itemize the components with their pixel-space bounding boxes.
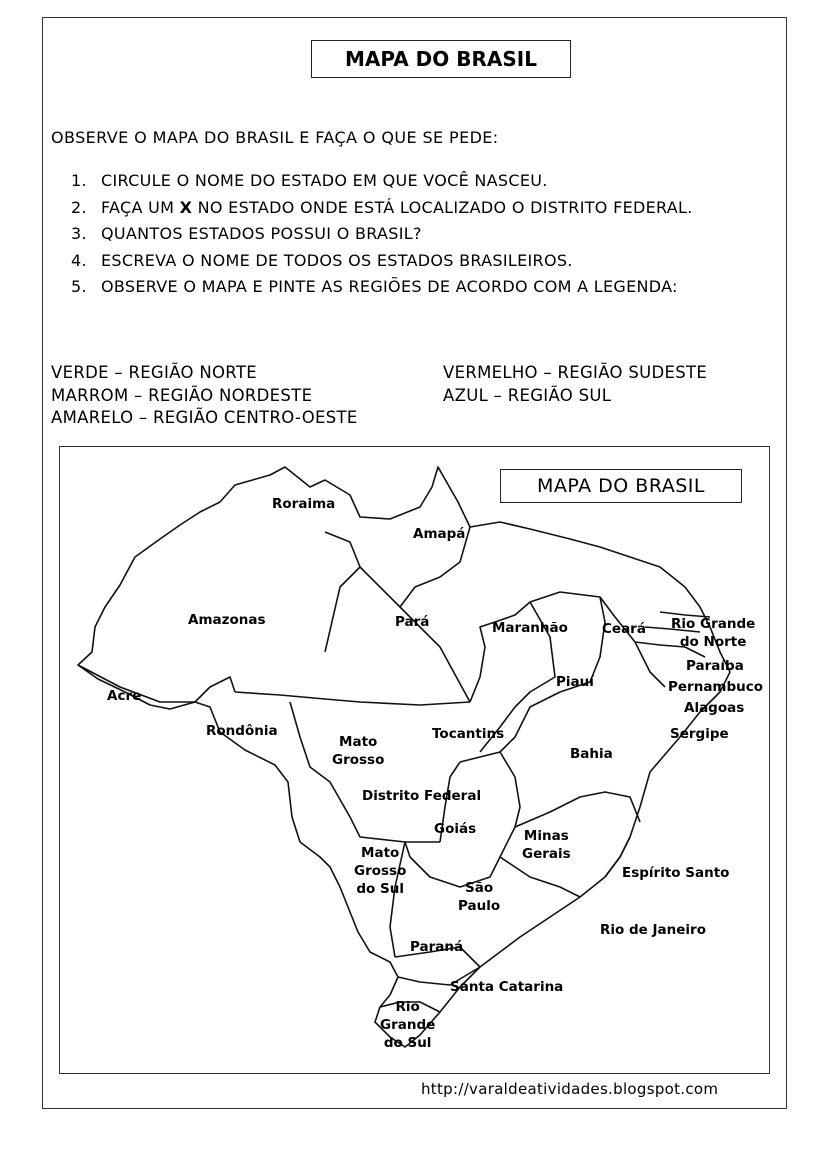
border-line: [325, 532, 360, 652]
state-label-parana: Paraná: [410, 939, 464, 955]
task-text: FAÇA UM: [101, 197, 180, 217]
x-mark: X: [179, 197, 193, 217]
state-label-santa-catarina: Santa Catarina: [450, 979, 564, 995]
task-number: 4.: [71, 250, 87, 270]
task-number: 1.: [71, 171, 87, 190]
state-label-amazonas: Amazonas: [188, 612, 266, 628]
source-url: http://varaldeatividades.blogspot.com: [421, 1080, 719, 1098]
task-item: [71, 169, 777, 193]
legend-center-west: AMARELO – REGIÃO CENTRO-OESTE: [51, 408, 358, 427]
country-outline: [78, 467, 730, 1047]
state-label-minas-gerais: Minas Gerais: [522, 828, 571, 862]
state-label-roraima: Roraima: [272, 496, 336, 512]
border-line: [78, 665, 235, 702]
state-label-alagoas: Alagoas: [684, 700, 745, 716]
state-label-amapa: Amapá: [413, 526, 466, 542]
legend-southeast: VERMELHO – REGIÃO SUDESTE: [443, 363, 708, 382]
task-text: ESCREVA O NOME DE TODOS OS ESTADOS BRASILEIROS.: [101, 250, 573, 270]
task-text: QUANTOS ESTADOS POSSUI O BRASIL?: [101, 224, 422, 243]
state-label-para: Pará: [395, 614, 430, 630]
border-line: [235, 692, 470, 705]
task-item: [71, 222, 777, 246]
state-label-sao-paulo: São Paulo: [458, 880, 501, 914]
state-label-mato-grosso-do-sul: Mato Grosso do Sul: [354, 845, 407, 897]
state-label-rio-grande-do-sul: Rio Grande do Sul: [380, 999, 436, 1051]
legend-northeast: MARROM – REGIÃO NORDESTE: [51, 386, 313, 405]
border-line: [515, 792, 640, 827]
state-label-mato-grosso: Mato Grosso: [332, 734, 385, 768]
border-line: [470, 602, 530, 702]
state-label-pernambuco: Pernambuco: [668, 679, 764, 695]
state-label-ceara: Ceará: [602, 621, 646, 637]
state-label-bahia: Bahia: [570, 746, 613, 762]
task-text: OBSERVE O MAPA E PINTE AS REGIÕES DE ACORDO COM A LEGENDA:: [101, 277, 678, 296]
task-text: NO ESTADO ONDE ESTÁ LOCALIZADO O DISTRITO FEDERAL.: [192, 197, 693, 217]
border-line: [290, 702, 440, 842]
state-label-rio-de-janeiro: Rio de Janeiro: [600, 922, 706, 938]
border-line: [500, 857, 580, 897]
task-item: [71, 249, 777, 273]
instructions-intro: OBSERVE O MAPA DO BRASIL E FAÇA O QUE SE PEDE:: [51, 128, 499, 147]
map-frame: [59, 446, 770, 1074]
state-label-rondonia: Rondônia: [206, 723, 278, 739]
state-label-piaui: Piauí: [556, 674, 594, 690]
legend-north: VERDE – REGIÃO NORTE: [51, 363, 257, 382]
task-item: [71, 275, 777, 299]
state-label-acre: Acre: [107, 688, 142, 704]
border-line: [600, 597, 665, 687]
state-label-sergipe: Sergipe: [670, 726, 729, 742]
worksheet: [42, 17, 787, 1109]
legend-south: AZUL – REGIÃO SUL: [443, 386, 612, 405]
state-label-maranhao: Maranhão: [492, 620, 568, 636]
state-label-rio-grande-do-norte: Rio Grande do Norte: [671, 616, 756, 650]
task-text: CIRCULE O NOME DO ESTADO EM QUE VOCÊ NASCEU.: [101, 171, 548, 190]
page-title: MAPA DO BRASIL: [311, 40, 571, 78]
task-item: [71, 196, 777, 220]
task-list: [71, 169, 777, 302]
state-label-paraiba: Paraíba: [686, 658, 744, 674]
state-label-espirito-santo: Espírito Santo: [622, 865, 730, 881]
task-number: 3.: [71, 224, 87, 243]
state-label-goias: Goiás: [434, 821, 477, 837]
map-title: MAPA DO BRASIL: [500, 469, 742, 503]
state-label-distrito-federal: Distrito Federal: [362, 788, 482, 804]
state-label-tocantins: Tocantins: [432, 726, 505, 742]
task-number: 2.: [71, 197, 87, 217]
task-number: 5.: [71, 277, 87, 296]
